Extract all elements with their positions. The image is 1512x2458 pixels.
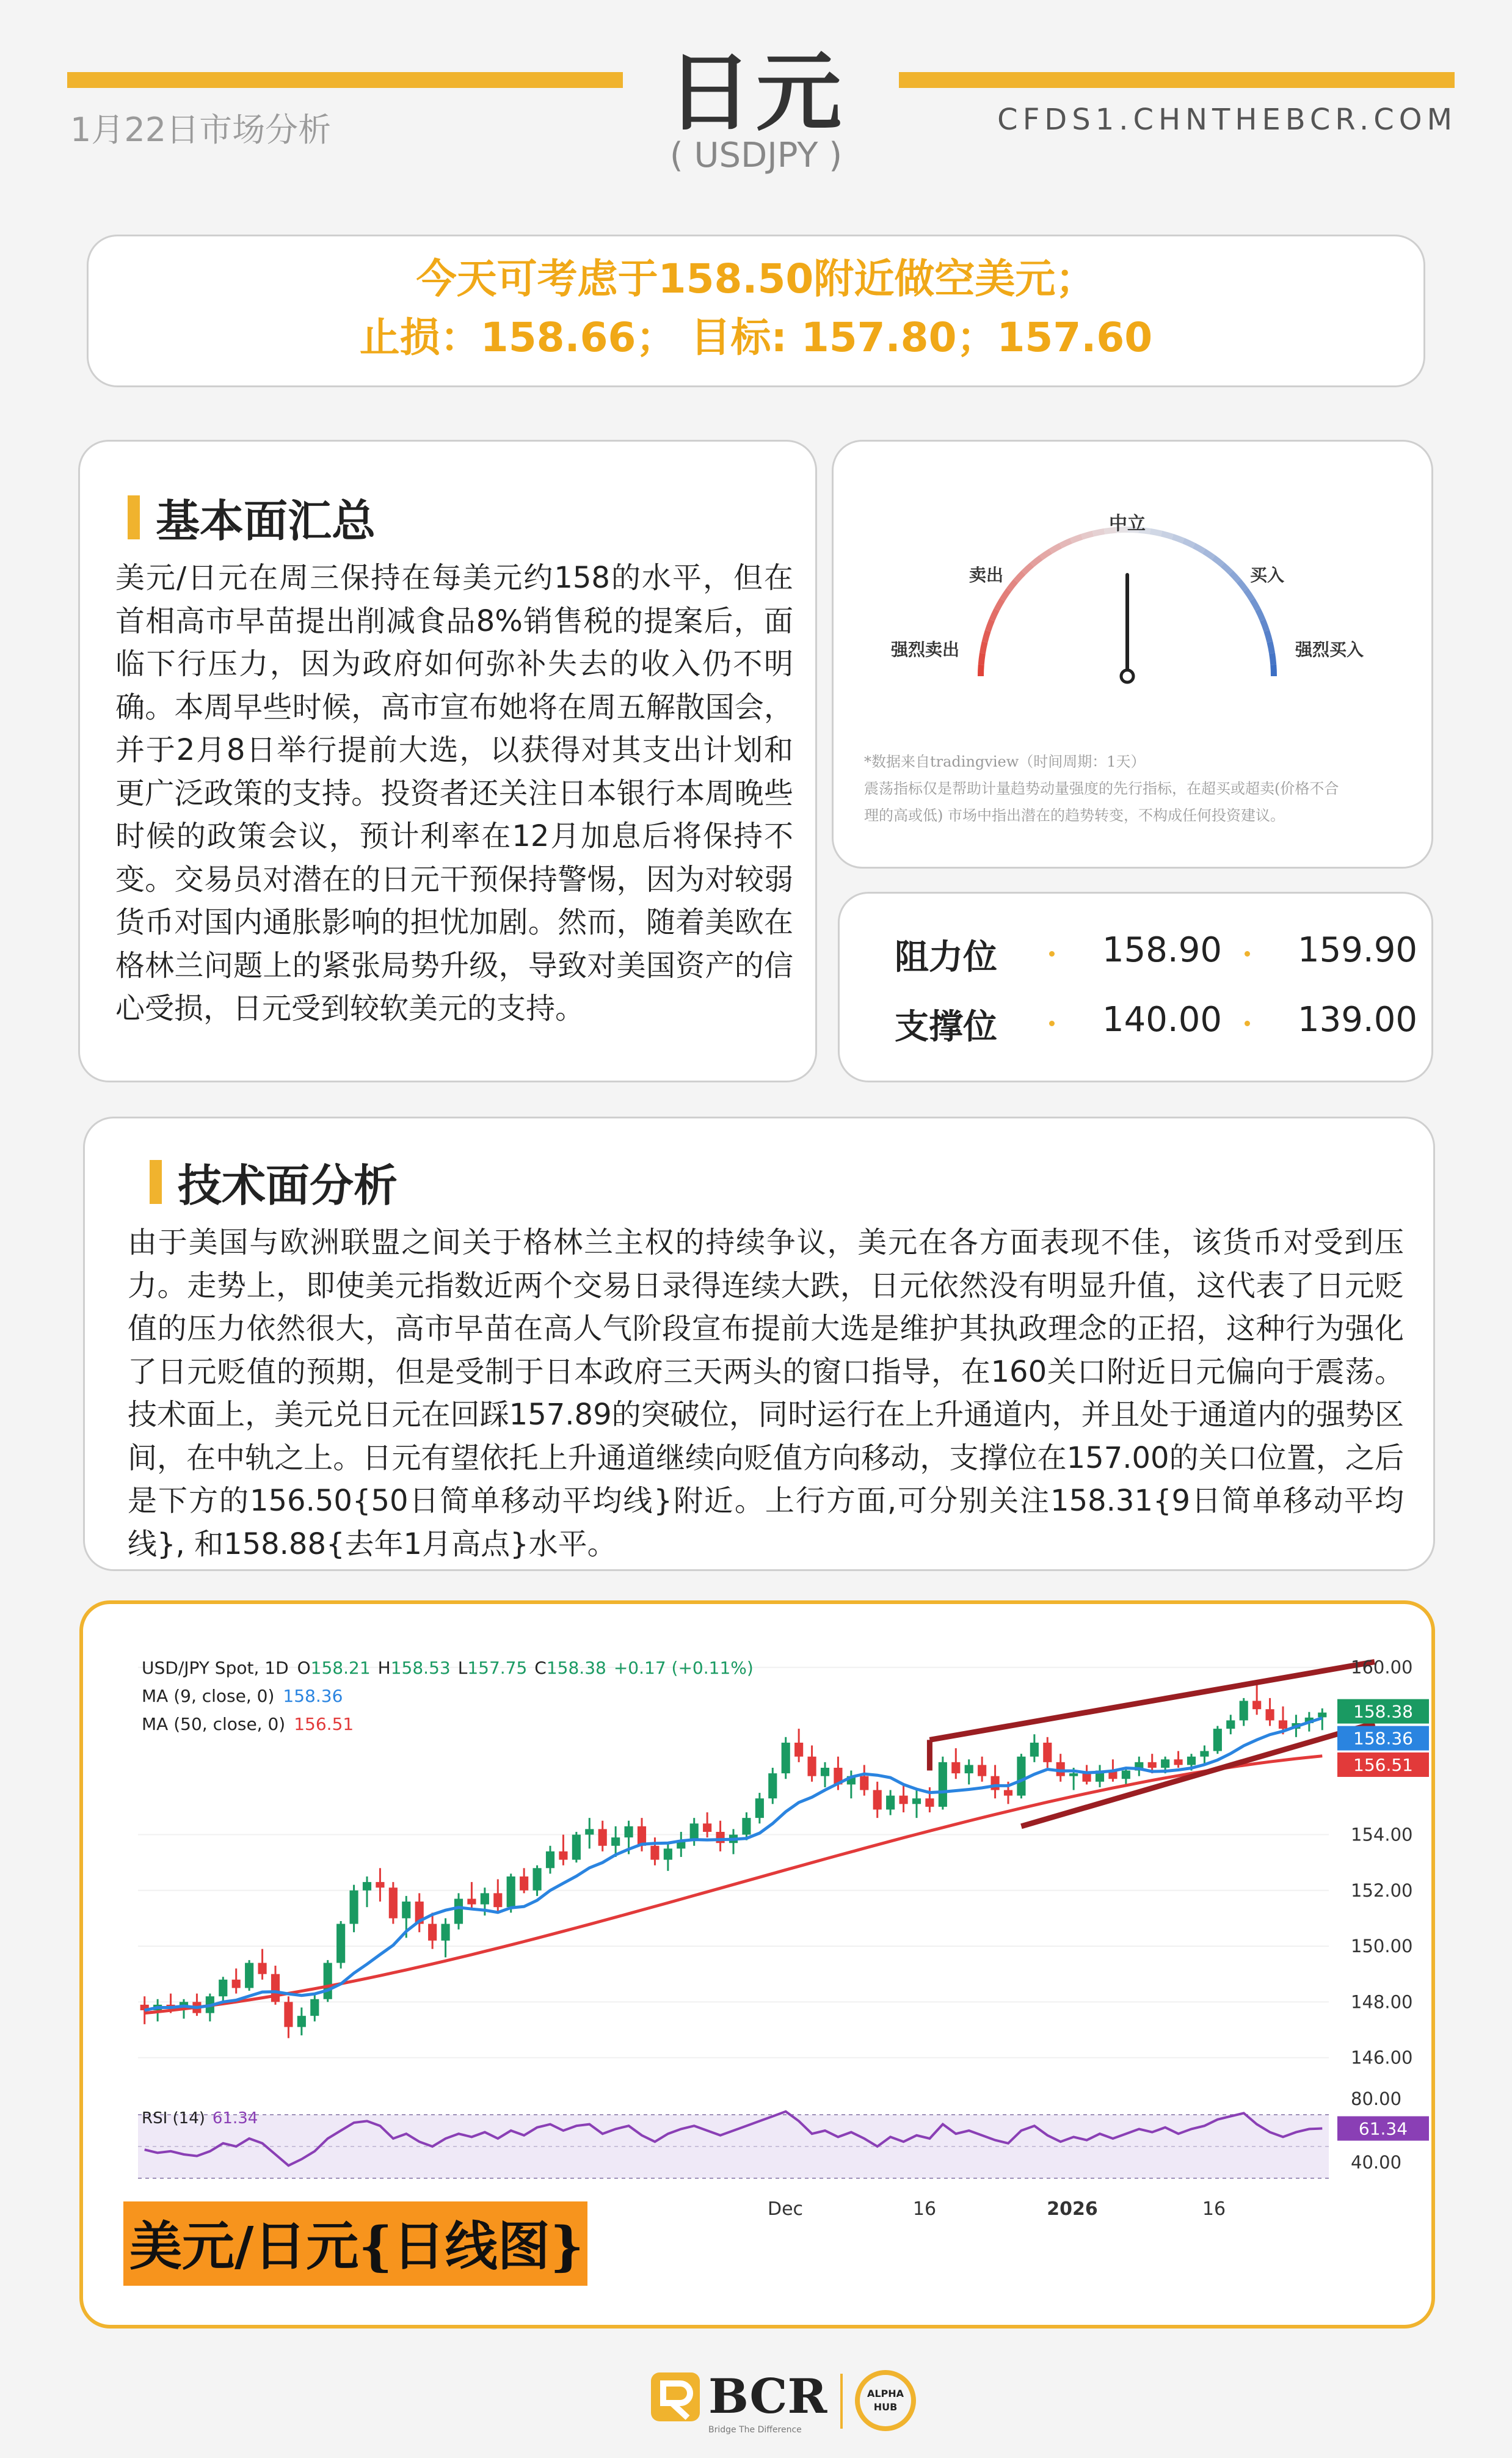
technical-body: 由于美国与欧洲联盟之间关于格林兰主权的持续争议，美元在各方面表现不佳，该货币对受到压力。走势上，即使美元指数近两个交易日录得连续大跌，日元依然没有明显升值，这代表了日元贬值的压力依然很大，高市早苗在高人气阶段宣布提前大选是维护其执政理念的正招，这种行为强化了日元贬值的预期，但是受制于日本政府三天两头的窗口指导，在160关口附近日元偏向于震荡。技术面上，美元兑日元在回踩157.89的突破位，同时运行在上升通道内，并且处于通道内的强势区间，在中轨之上。日元有望依托上升通道继续向贬值方向移动，支撑位在157.00的关口位置，之后是下方的156.50{50日简单移动平均线}附近。上行方面,可分别关注158.31{9日简单移动平均线}, 和158.88{去年1月高点}水平。 <box>128 1225 1404 1561</box>
candle-body <box>493 1893 502 1907</box>
candle-body <box>1252 1701 1261 1709</box>
page-subtitle: ( USDJPY ) <box>669 136 843 175</box>
candle-body <box>886 1796 895 1810</box>
candle-body <box>716 1832 725 1843</box>
candle-body <box>428 1924 437 1941</box>
y-tick-label: 150.00 <box>1351 1936 1413 1957</box>
candle-body <box>350 1891 358 1924</box>
candle-body <box>965 1765 973 1773</box>
legend-ma50: MA (50, close, 0) 156.51 <box>142 1714 354 1734</box>
footer-logo <box>0 2360 1512 2440</box>
candle-body <box>572 1835 581 1860</box>
price-tag-label: 158.38 <box>1353 1701 1413 1722</box>
gauge-arc-segment <box>1223 565 1231 573</box>
candle-body <box>507 1876 515 1907</box>
gauge-arc-segment <box>1002 590 1008 600</box>
bullet-dot <box>1245 1021 1250 1026</box>
gauge-arc-segment <box>1267 631 1270 642</box>
candle-body <box>703 1823 711 1832</box>
x-tick-label: 16 <box>1202 2198 1226 2220</box>
gauge-arc-segment <box>983 642 985 653</box>
candle-body <box>389 1887 398 1918</box>
gauge-arc-segment <box>1238 581 1246 590</box>
candle-body <box>1043 1743 1052 1762</box>
fundamentals-heading <box>128 486 376 549</box>
candle-body <box>1318 1713 1326 1718</box>
candle-body <box>794 1743 803 1757</box>
gauge-arc-segment <box>1273 665 1274 676</box>
candle-body <box>1174 1759 1183 1765</box>
candle-body <box>232 1980 241 1988</box>
candle-body <box>546 1851 554 1868</box>
heading-accent-bar <box>128 495 140 539</box>
gauge-arc-segment <box>1071 537 1082 541</box>
candle-body <box>324 1963 332 1999</box>
y-tick-label: 148.00 <box>1351 1991 1413 2013</box>
gauge-arc-strong-sell <box>834 466 981 735</box>
signal-entry: 今天可考虑于158.50附近做空美元； <box>416 255 1096 302</box>
gauge-arc-segment <box>1041 551 1051 557</box>
key-levels-card <box>838 892 1433 1082</box>
gauge-arc-segment <box>1204 551 1213 557</box>
hub-label-bottom: HUB <box>873 2401 898 2413</box>
gauge-arc-segment <box>992 610 997 620</box>
page-title: 日元 <box>666 43 845 143</box>
support-level-1: 140.00 <box>1102 1000 1222 1040</box>
gauge-label-strong-buy: 强烈买入 <box>1295 640 1364 660</box>
y-tick-label: 154.00 <box>1351 1824 1413 1845</box>
rsi-tick-label: 40.00 <box>1351 2152 1402 2173</box>
candle-body <box>611 1837 620 1846</box>
candle-body <box>454 1898 463 1924</box>
gauge-arc-segment <box>1172 537 1183 541</box>
price-tag-label: 156.51 <box>1353 1754 1413 1775</box>
gauge-label-sell: 卖出 <box>969 565 1004 585</box>
y-tick-label: 152.00 <box>1351 1880 1413 1901</box>
gauge-arc-segment <box>1272 653 1273 665</box>
candle-body <box>1266 1709 1274 1720</box>
technical-heading <box>150 1150 398 1214</box>
candlesticks <box>140 1684 1327 2038</box>
price-tags <box>1337 1699 1429 2141</box>
chart-caption: 美元/日元{日线图} <box>129 2215 584 2277</box>
candle-body <box>402 1902 410 1918</box>
candle-body <box>1187 1757 1196 1765</box>
candle-body <box>467 1898 476 1904</box>
gauge-arc-segment <box>997 600 1002 610</box>
candle-body <box>376 1882 384 1887</box>
trade-signal-card <box>87 235 1425 387</box>
gauge-arc-segment <box>1258 610 1263 620</box>
rsi-tag-label: 61.34 <box>1358 2118 1408 2139</box>
gauge-arc-segment <box>1213 558 1223 565</box>
candle-body <box>939 1762 947 1807</box>
legend-ma9: MA (9, close, 0) 158.36 <box>142 1686 343 1706</box>
gauge-arc-segment <box>1263 620 1267 631</box>
candle-body <box>650 1846 659 1860</box>
candle-body <box>991 1776 1000 1790</box>
gauge-arc-segment <box>1093 531 1104 534</box>
gauge-arc-segment <box>1246 590 1252 600</box>
ma50-line <box>145 1756 1323 2013</box>
hub-label-top: ALPHA <box>867 2388 904 2399</box>
candle-body <box>768 1773 777 1798</box>
candle-body <box>585 1829 594 1834</box>
candle-body <box>297 2016 306 2027</box>
gauge-arc-segment <box>1009 581 1016 590</box>
gauge-arc-segment <box>1161 534 1172 537</box>
candle-body <box>625 1826 633 1837</box>
candle-body <box>1004 1790 1012 1795</box>
support-label: 支撑位 <box>895 1007 997 1047</box>
gauge-label-buy: 买入 <box>1249 565 1285 585</box>
legend-symbol: USD/JPY Spot, 1D O158.21 H158.53 L157.75 C158.38 +0.17 (+0.11%) <box>142 1658 754 1678</box>
y-tick-label: 146.00 <box>1351 2047 1413 2068</box>
gauge-arc-segment <box>981 653 983 665</box>
candle-body <box>1122 1771 1130 1779</box>
bullet-dot <box>1049 951 1055 957</box>
candle-body <box>442 1924 450 1941</box>
candle-body <box>1200 1751 1209 1757</box>
gauge-label-strong-sell: 强烈卖出 <box>890 640 960 660</box>
bcr-logo-icon <box>651 2372 700 2421</box>
gauge-arc-segment <box>1023 565 1032 573</box>
candle-body <box>690 1823 699 1840</box>
gauge-arc-segment <box>988 620 992 631</box>
fundamentals-title: 基本面汇总 <box>156 495 376 547</box>
candle-body <box>310 1999 319 2016</box>
candle-body <box>1240 1701 1248 1720</box>
candle-body <box>664 1848 672 1859</box>
ma9-line <box>145 1718 1323 2010</box>
rsi-band <box>138 2112 1329 2178</box>
gauge-arc-segment <box>985 631 988 642</box>
candle-body <box>1083 1773 1091 1782</box>
gauge-label-neutral: 中立 <box>1109 513 1146 534</box>
candle-body <box>900 1796 908 1804</box>
technical-analysis-card <box>83 1117 1435 1571</box>
gauge-disclaimer-2: 理的高或低) 市场中指出潜在的趋势转变，不构成任何投资建议。 <box>864 807 1285 824</box>
rsi-legend: RSI (14) 61.34 <box>142 2109 258 2128</box>
signal-stops-targets: 止损：158.66； 目标: 157.80；157.60 <box>359 314 1153 361</box>
channel-upper-line <box>929 1662 1375 1740</box>
candle-body <box>559 1851 567 1860</box>
candle-body <box>245 1963 253 1988</box>
gauge-pivot <box>1121 670 1133 682</box>
x-tick-label: 16 <box>912 2198 937 2220</box>
candle-body <box>978 1765 986 1776</box>
y-tick-label: 160.00 <box>1351 1657 1413 1678</box>
x-axis <box>768 2198 1226 2220</box>
candle-body <box>755 1798 764 1818</box>
candle-body <box>1017 1757 1025 1796</box>
gauge-arc-segment <box>1231 572 1239 581</box>
gauge-arc-segment <box>1016 572 1024 581</box>
heading-accent-bar <box>150 1160 162 1204</box>
x-tick-label: 2026 <box>1047 2198 1098 2220</box>
bullet-dot <box>1245 951 1250 957</box>
candle-body <box>925 1798 934 1807</box>
candle-body <box>782 1743 790 1773</box>
candle-body <box>481 1893 489 1904</box>
candle-body <box>520 1876 528 1891</box>
resistance-level-1: 158.90 <box>1102 930 1222 970</box>
gauge-disclaimer-1: 震荡指标仅是帮助计量趋势动量强度的先行指标，在超买或超卖(价格不合 <box>864 780 1339 797</box>
gauge-arc-segment <box>1082 534 1093 537</box>
gauge-arc-segment <box>1194 545 1204 551</box>
candle-body <box>808 1757 816 1776</box>
alpha-hub-icon <box>857 2372 914 2429</box>
candle-body <box>271 1974 280 2002</box>
candle-body <box>1279 1720 1287 1729</box>
price-tag-label: 158.36 <box>1353 1728 1413 1749</box>
support-level-2: 139.00 <box>1298 1000 1417 1040</box>
gauge-arc-segment <box>1061 541 1071 545</box>
candle-body <box>598 1829 607 1845</box>
fundamentals-card <box>78 440 817 1082</box>
candle-body <box>860 1776 868 1790</box>
report-date: 1月22日市场分析 <box>70 111 332 149</box>
bullet-dot <box>1049 1021 1055 1026</box>
resistance-level-2: 159.90 <box>1298 930 1417 970</box>
brand-name: BCR <box>708 2369 827 2424</box>
candle-body <box>1226 1720 1235 1729</box>
gauge-arc-segment <box>1032 558 1041 565</box>
candle-body <box>821 1768 829 1776</box>
website-url[interactable]: CFDS1.CHNTHEBCR.COM <box>997 103 1457 137</box>
gauge-arc-segment <box>1183 541 1194 545</box>
candle-body <box>533 1868 542 1891</box>
candle-body <box>1148 1762 1157 1768</box>
candle-body <box>1030 1743 1039 1757</box>
brand-slogan: Bridge The Difference <box>708 2425 802 2435</box>
candle-body <box>1069 1773 1078 1776</box>
candle-body <box>912 1798 921 1804</box>
sentiment-gauge <box>834 466 1431 735</box>
gauge-source-note: *数据来自tradingview（时间周期：1天） <box>864 753 1146 770</box>
chart-caption-box <box>123 2201 587 2286</box>
chart-card <box>79 1600 1435 2329</box>
candle-body <box>1213 1729 1222 1751</box>
candle-body <box>873 1790 882 1809</box>
x-tick-label: Dec <box>767 2198 804 2220</box>
candle-body <box>951 1762 960 1773</box>
gauge-arc-segment <box>1150 531 1161 534</box>
technical-title: 技术面分析 <box>178 1160 398 1211</box>
resistance-label: 阻力位 <box>895 938 997 977</box>
candle-body <box>258 1963 267 1974</box>
candle-body <box>284 2002 293 2027</box>
candle-body <box>742 1818 751 1834</box>
gauge-arc-segment <box>1051 545 1061 551</box>
candle-body <box>336 1924 345 1963</box>
candle-body <box>1161 1759 1169 1768</box>
fundamentals-body: 美元/日元在周三保持在每美元约158的水平，但在首相高市早苗提出削减食品8%销售税的提案后，面临下行压力，因为政府如何弥补失去的收入仍不明确。本周早些时候，高市宣布她将在周五解散国会，并于2月8日举行提前大选，以获得对其支出计划和更广泛政策的支持。投资者还关注日本银行本周晚些时候的政策会议，预计利率在12月加息后将保持不变。交易员对潜在的日元干预保持警惕，因为对较弱货币对国内通胀影响的担忧加剧。然而，随着美欧在格林兰问题上的紧张局势升级，导致对美国资产的信心受损，日元受到较软美元的支持。 <box>115 561 793 1026</box>
rsi-tick-label: 80.00 <box>1351 2088 1402 2109</box>
gauge-arc-segment <box>1270 642 1272 653</box>
candle-body <box>363 1882 371 1891</box>
sentiment-gauge-card <box>832 440 1433 869</box>
gauge-arc-segment <box>1252 600 1258 610</box>
candle-body <box>219 1980 227 1996</box>
